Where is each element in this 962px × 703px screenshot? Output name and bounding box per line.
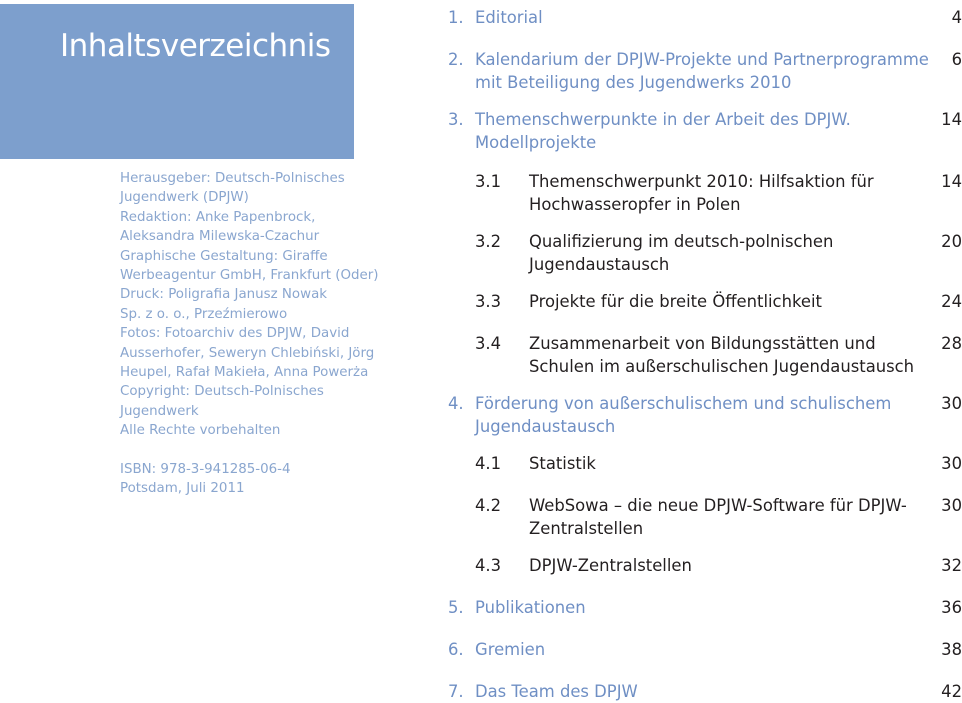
toc-entry-number: 2.	[448, 50, 464, 69]
toc-entry-page: 38	[941, 640, 962, 659]
toc-entry-page: 28	[941, 334, 962, 353]
toc-entry-number: 3.2	[475, 232, 502, 251]
toc-entry-title-line: Zusammenarbeit von Bildungsstätten und	[529, 334, 876, 353]
toc-entry-number: 4.	[448, 394, 464, 413]
imprint-line: Aleksandra Milewska-Czachur	[120, 229, 320, 245]
toc-entry-number: 6.	[448, 640, 464, 659]
imprint-line: Redaktion: Anke Papenbrock,	[120, 209, 316, 225]
imprint-line: Heupel, Rafał Makieła, Anna Powerża	[120, 365, 369, 381]
toc-entry-title	[529, 290, 929, 313]
toc-entry-page: 36	[941, 598, 962, 617]
toc-entry-title	[529, 170, 929, 216]
toc-entry-title-line: Zentralstellen	[529, 519, 644, 538]
toc-entry-page: 42	[941, 682, 962, 701]
imprint-line: Alle Rechte vorbehalten	[120, 423, 281, 439]
toc-entry-number: 3.3	[475, 292, 502, 311]
imprint-line: Herausgeber: Deutsch-Polnisches	[120, 171, 345, 186]
toc-entry-page: 4	[951, 8, 962, 27]
toc-entry-page: 14	[941, 172, 962, 191]
toc-entry-number: 3.	[448, 110, 464, 129]
toc-entry-title	[475, 680, 935, 703]
toc-entry-title-line: Themenschwerpunkte in der Arbeit des DPJW.	[475, 110, 851, 129]
place-date: Potsdam, Juli 2011	[120, 481, 245, 497]
toc-entry-title-line: Themenschwerpunkt 2010: Hilfsaktion für	[529, 172, 874, 191]
toc-entry-title-line: Qualifizierung im deutsch-polnischen	[529, 232, 834, 251]
toc-entry-page: 24	[941, 292, 962, 311]
toc-entry-title-line: WebSowa – die neue DPJW-Software für DPJW-	[529, 496, 907, 515]
toc-entry-number: 1.	[448, 8, 464, 27]
toc-entry-title-line: DPJW-Zentralstellen	[529, 556, 692, 575]
toc-entry-title	[475, 108, 935, 154]
toc-entry-title-line: Kalendarium der DPJW-Projekte und Partnerprogramme	[475, 50, 929, 69]
imprint-line: Druck: Poligrafia Janusz Nowak	[120, 287, 328, 303]
imprint-line: Sp. z o. o., Przeźmierowo	[120, 306, 288, 322]
toc-entry-title	[529, 494, 929, 540]
toc-entry-number: 7.	[448, 682, 464, 701]
toc-entry-page: 14	[941, 110, 962, 129]
imprint-line: Jugendwerk	[120, 403, 199, 419]
toc-entry-title-line: Gremien	[475, 640, 546, 659]
imprint-line: Graphische Gestaltung: Giraffe	[120, 248, 328, 264]
toc-entry-title-line: Hochwasseropfer in Polen	[529, 195, 741, 214]
imprint-line: Jugendwerk (DPJW)	[120, 190, 249, 206]
toc-entry-page: 32	[941, 556, 962, 575]
toc-entry-title-line: mit Beteiligung des Jugendwerks 2010	[475, 73, 792, 92]
toc-entry-title-line: Modellprojekte	[475, 133, 597, 152]
toc-entry-title	[529, 554, 929, 577]
imprint-line: Ausserhofer, Seweryn Chlebiński, Jörg	[120, 345, 375, 361]
toc-entry-title	[529, 230, 929, 276]
toc-entry-page: 20	[941, 232, 962, 251]
toc-entry-number: 3.4	[475, 334, 502, 353]
toc-entry-title	[475, 392, 935, 438]
toc-entry-title	[475, 596, 935, 619]
toc-entry-number: 3.1	[475, 172, 502, 191]
toc-entry-page: 30	[941, 394, 962, 413]
imprint-line: Copyright: Deutsch-Polnisches	[120, 384, 324, 400]
imprint-line: Fotos: Fotoarchiv des DPJW, David	[120, 326, 350, 342]
toc-entry-title-line: Publikationen	[475, 598, 586, 617]
toc-entry-title	[529, 452, 929, 475]
toc-entry-number: 4.1	[475, 454, 502, 473]
toc-entry-number: 5.	[448, 598, 464, 617]
toc-entry-title-line: Das Team des DPJW	[475, 682, 638, 701]
toc-entry-page: 30	[941, 496, 962, 515]
toc-entry-title	[475, 6, 935, 29]
toc-entry-title-line: Schulen im außerschulischen Jugendaustausch	[529, 357, 915, 376]
isbn: ISBN: 978-3-941285-06-4	[120, 461, 291, 477]
toc-entry-title	[475, 638, 935, 661]
toc-entry-number: 4.2	[475, 496, 502, 515]
toc-entry-title	[529, 332, 929, 378]
toc-entry-title-line: Jugendaustausch	[529, 255, 670, 274]
toc-entry-page: 30	[941, 454, 962, 473]
toc-entry-title-line: Jugendaustausch	[475, 417, 616, 436]
page-title: Inhaltsverzeichnis	[60, 28, 331, 64]
toc-entry-title-line: Projekte für die breite Öffentlichkeit	[529, 292, 822, 311]
toc-entry-number: 4.3	[475, 556, 502, 575]
toc-entry-title-line: Statistik	[529, 454, 596, 473]
imprint-line: Werbeagentur GmbH, Frankfurt (Oder)	[120, 268, 379, 284]
toc-entry-title	[475, 48, 935, 94]
toc-entry-page: 6	[951, 50, 962, 69]
toc-entry-title-line: Förderung von außerschulischem und schulischem	[475, 394, 892, 413]
toc-entry-title-line: Editorial	[475, 8, 543, 27]
